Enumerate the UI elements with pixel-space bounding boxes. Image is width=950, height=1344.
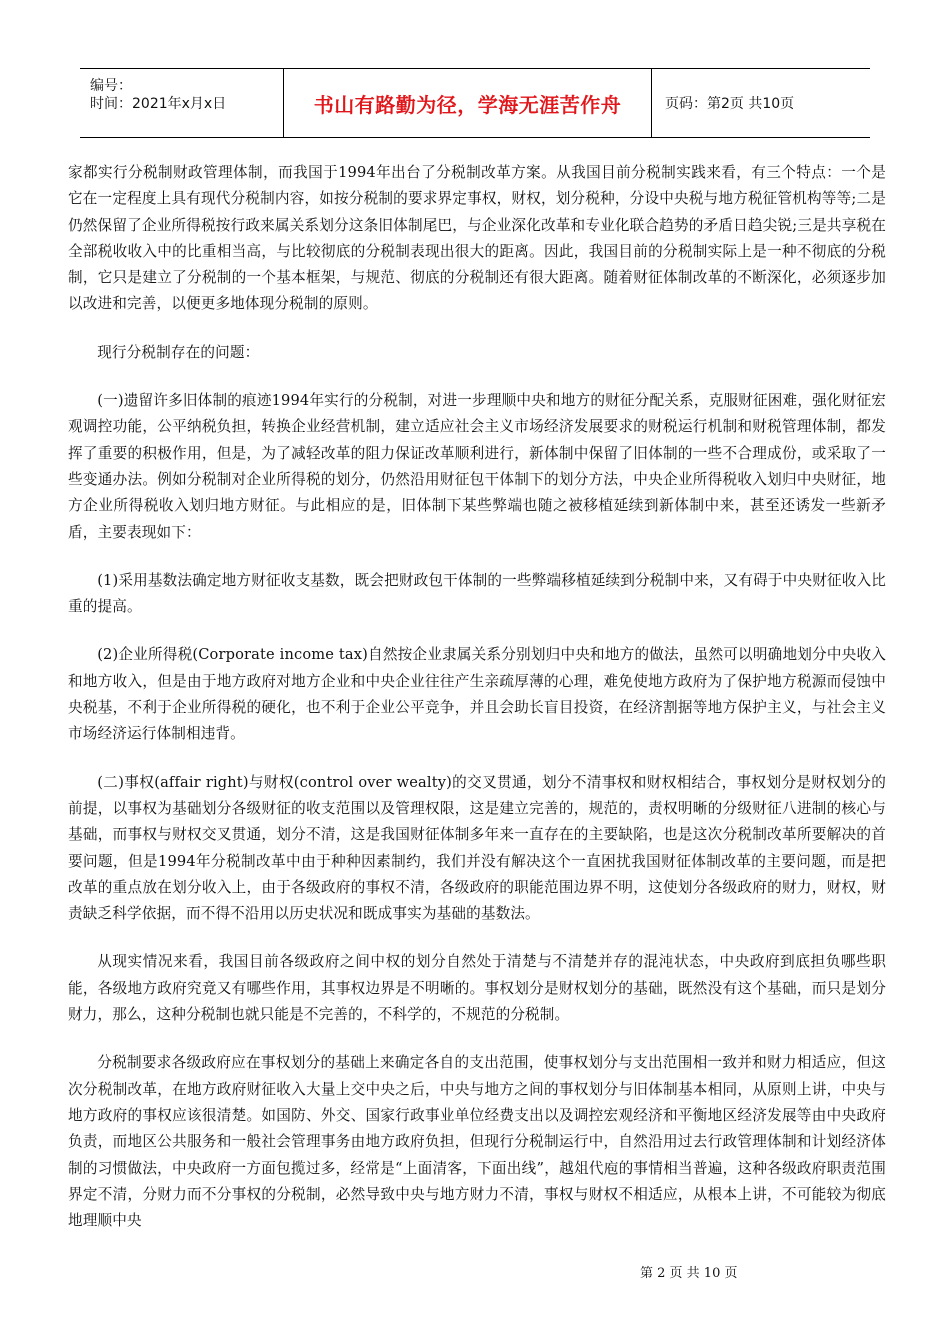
- paragraph: (二)事权(affair right)与财权(control over wealty)的交叉贯通，划分不清事权和财权相结合，事权划分是财权划分的前提，以事权为基础划分各级财征的收支范围以及管理权限，这是建立完善的，规范的，责权明晰的分级财征八进制的核心与基础，而事权与财权交叉贯通，划分不清，这是我国财征体制多年来一直存在的主要缺陷，也是这次分税制改革所要解决的首要问题，但是1994年分税制改革中由于种种因素制约，我们并没有解决这个一直困扰我国财征体制改革的主要问题，而是把改革的重点放在划分收入上，由于各级政府的事权不清，各级政府的职能范围边界不明，这使划分各级政府的财力，财权，财责缺乏科学依据，而不得不沿用以历史状况和既成事实为基础的基数法。: [68, 773, 886, 923]
- paragraph: (一)遗留许多旧体制的痕迹1994年实行的分税制，对进一步理顺中央和地方的财征分配关系，克服财征困难，强化财征宏观调控功能，公平纳税负担，转换企业经营机制，建立适应社会主义市场经济发展要求的财税运行机制和财税管理体制，都发挥了重要的积极作用，但是，为了减轻改革的阻力保证改革顺利进行，新体制中保留了旧体制的一些不合理成份，或采取了一些变通办法。例如分税制对企业所得税的划分，仍然沿用财征包干体制下的划分方法，中央企业所得税收入划归中央财征，地方企业所得税收入划归地方财征。与此相应的是，旧体制下某些弊端也随之被移植延续到新体制中来，甚至还诱发一些新矛盾，主要表现如下：: [68, 392, 886, 541]
- paragraph: (2)企业所得税(Corporate income tax)自然按企业隶属关系分别划归中央和地方的做法，虽然可以明确地划分中央收入和地方收入，但是由于地方政府对地方企业和中央企业往往产生亲疏厚薄的心理，难免使地方政府为了保护地方税源而侵蚀中央税基，不利于企业所得税的硬化，也不利于企业公平竞争，并且会助长盲目投资，在经济割据等地方保护主义，与社会主义市场经济运行体制相违背。: [68, 646, 886, 743]
- paragraph: 家都实行分税制财政管理体制，而我国于1994年出台了分税制改革方案。从我国目前分税制实践来看，有三个特点：一个是它在一定程度上具有现代分税制内容，如按分税制的要求界定事权，财权，划分税种，分设中央税与地方税征管机构等等;二是仍然保留了企业所得税按行政来属关系划分这条旧体制尾巴，与企业深化改革和专业化联合趋势的矛盾日趋尖锐;三是共享税在全部税收收入中的比重相当高，与比较彻底的分税制表现出很大的距离。因此，我国目前的分税制实际上是一种不彻底的分税制，它只是建立了分税制的一个基本框架，与规范、彻底的分税制还有很大距离。随着财征体制改革的不断深化，必须逐步加以改进和完善，以便更多地体现分税制的原则。: [68, 164, 886, 313]
- date-label: 时间：2021年x月x日: [90, 96, 227, 112]
- header-page-cell: [665, 69, 870, 137]
- header-meta: [80, 69, 280, 137]
- paragraph: (1)采用基数法确定地方财征收支基数，既会把财政包干体制的一些弊端移植延续到分税制中来，又有碍于中央财征收入比重的提高。: [68, 571, 886, 616]
- paragraph: 从现实情况来看，我国目前各级政府之间中权的划分自然处于清楚与不清楚并存的混沌状态，中央政府到底担负哪些职能，各级地方政府究竟又有哪些作用，其事权边界是不明晰的。事权划分是财权划分的基础，既然没有这个基础，而只是划分财力，那么，这种分税制也就只能是不完善的，不科学的，不规范的分税制。: [68, 953, 886, 1024]
- header-motto-cell: [283, 69, 652, 137]
- page-number-label: 页码：第2页 共10页: [665, 96, 795, 112]
- page-footer: 第 2 页 共 10 页: [640, 1266, 738, 1281]
- paragraph: 分税制要求各级政府应在事权划分的基础上来确定各自的支出范围，使事权划分与支出范围相一致并和财力相适应，但这次分税制改革，在地方政府财征收入大量上交中央之后，中央与地方之间的事权划分与旧体制基本相同，从原则上讲，中央与地方政府的事权应该很清楚。如国防、外交、国家行政事业单位经费支出以及调控宏观经济和平衡地区经济发展等由中央政府负责，而地区公共服务和一般社会管理事务由地方政府负担，但现行分税制运行中，自然沿用过去行政管理体制和计划经济体制的习惯做法，中央政府一方面包揽过多，经常是“上面清客，下面出线”，越俎代庖的事情相当普遍，这种各级政府职责范围界定不清，分财力而不分事权的分税制，必然导致中央与地方财力不清，事权与财权不相适应，从根本上讲，不可能较为彻底地理顺中央: [68, 1054, 886, 1230]
- document-body: [68, 160, 886, 1256]
- page-header: [80, 68, 870, 138]
- motto-text: 书山有路勤为径，学海无涯苦作舟: [313, 92, 622, 117]
- serial-number-label: 编号：: [90, 78, 132, 94]
- section-heading: 现行分税制存在的问题：: [97, 343, 260, 361]
